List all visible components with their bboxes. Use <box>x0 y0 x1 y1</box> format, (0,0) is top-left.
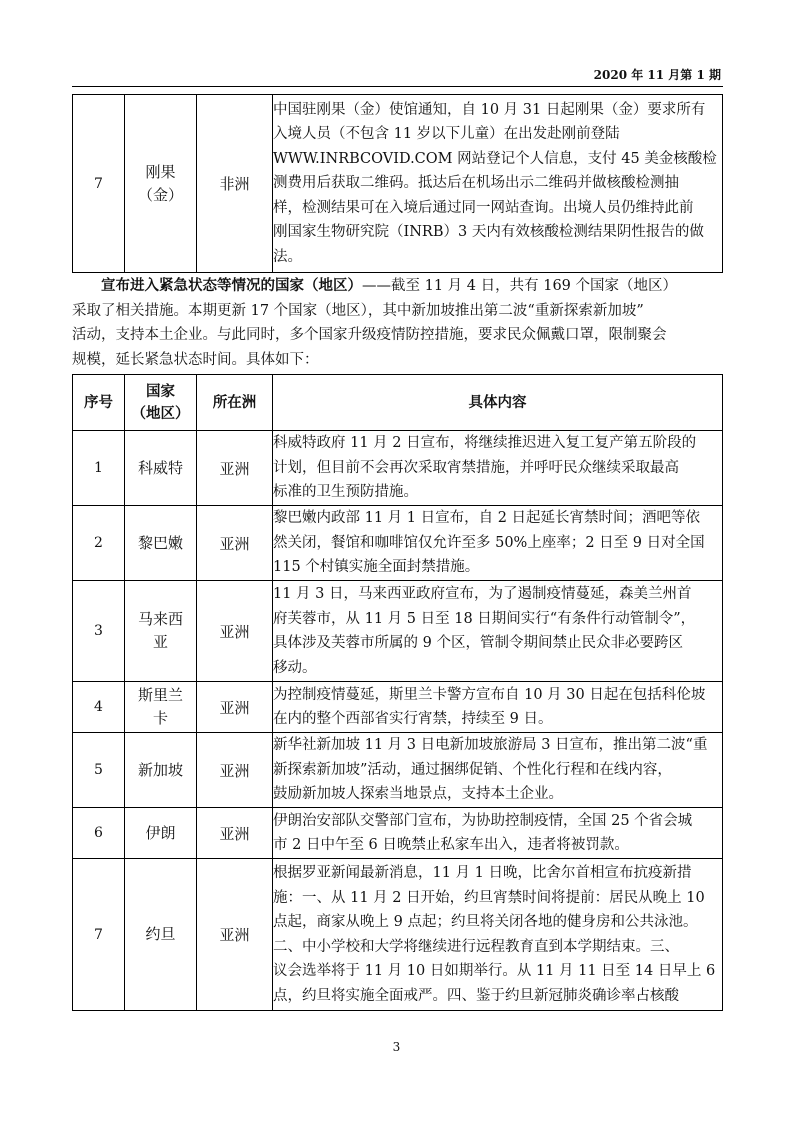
content-cell: 11 月 3 日，马来西亚政府宣布，为了遏制疫情蔓延，森美兰州首 府芙蓉市，从 11 月 5 日至 18 日期间实行“有条件行动管制令”， 具体涉及芙蓉市所属的 9 个区，管制令期间禁止民众非必要跨区 移动。 <box>273 581 723 682</box>
issue-header: 2020 年 11 月第 1 期 <box>593 68 721 82</box>
content-cell: 伊朗治安部队交警部门宣布，为协助控制疫情，全国 25 个省会城 市 2 日中午至 6 日晚禁止私家车出入，违者将被罚款。 <box>273 808 723 859</box>
measures-table <box>72 374 723 1011</box>
continent-cell: 亚洲 <box>197 682 273 733</box>
row-number: 4 <box>73 682 125 733</box>
row-number: 7 <box>73 95 125 273</box>
header-no: 序号 <box>73 375 125 431</box>
page-number: 3 <box>392 1040 401 1054</box>
row-number: 1 <box>73 431 125 506</box>
country-cell: 马来西 亚 <box>125 581 197 682</box>
table-row <box>73 859 723 1011</box>
content-cell: 黎巴嫩内政部 11 月 1 日宣布，自 2 日起延长宵禁时间；酒吧等依 然关闭，餐馆和咖啡馆仅允许至多 50%上座率；2 日至 9 日对全国 115 个村镇实施全面封禁措施。 <box>273 506 723 581</box>
table-row <box>73 506 723 581</box>
continent-cell: 亚洲 <box>197 431 273 506</box>
continuation-table <box>72 94 723 273</box>
country-cell: 约旦 <box>125 859 197 1011</box>
country-cell: 刚果 （金） <box>125 95 197 273</box>
country-cell: 黎巴嫩 <box>125 506 197 581</box>
content-cell: 根据罗亚新闻最新消息，11 月 1 日晚，比舍尔首相宣布抗疫新措 施：一、从 11 月 2 日开始，约旦宵禁时间将提前：居民从晚上 10 点起，商家从晚上 9 点起；约旦将关闭各地的健身房和公共泳池。 二、中小学校和大学将继续进行远程教育直到本学期结束。三、 议会选举将于 11 月 10 日如期举行。从 11 月 11 日至 14 日早上 6 点，约旦将实施全面戒严。四、鉴于约旦新冠肺炎确诊率占核酸 <box>273 859 723 1011</box>
continent-cell: 亚洲 <box>197 808 273 859</box>
content-cell: 科威特政府 11 月 2 日宣布，将继续推迟进入复工复产第五阶段的 计划，但目前不会再次采取宵禁措施，并呼吁民众继续采取最高 标准的卫生预防措施。 <box>273 431 723 506</box>
content-cell: 为控制疫情蔓延，斯里兰卡警方宣布自 10 月 30 日起在包括科伦坡 在内的整个西部省实行宵禁，持续至 9 日。 <box>273 682 723 733</box>
table-row <box>73 733 723 808</box>
country-cell: 新加坡 <box>125 733 197 808</box>
continent-cell: 非洲 <box>197 95 273 273</box>
table-header-row <box>73 375 723 431</box>
content-cell: 新华社新加坡 11 月 3 日电新加坡旅游局 3 日宣布，推出第二波“重 新探索新加坡”活动，通过捆绑促销、个性化行程和在线内容， 鼓励新加坡人探索当地景点，支持本土企业。 <box>273 733 723 808</box>
country-cell: 伊朗 <box>125 808 197 859</box>
header-rule <box>72 86 723 87</box>
continent-cell: 亚洲 <box>197 859 273 1011</box>
paragraph-line-2: 采取了相关措施。本期更新 17 个国家（地区），其中新加坡推出第二波“重新探索新加坡” <box>72 302 644 319</box>
continent-cell: 亚洲 <box>197 506 273 581</box>
row-number: 5 <box>73 733 125 808</box>
continent-cell: 亚洲 <box>197 581 273 682</box>
row-number: 7 <box>73 859 125 1011</box>
paragraph-line-4: 规模，延长紧急状态时间。具体如下： <box>72 351 319 368</box>
content-cell: 中国驻刚果（金）使馆通知，自 10 月 31 日起刚果（金）要求所有 入境人员（不包含 11 岁以下儿童）在出发赴刚前登陆 WWW.INRBCOVID.COM 网站登记个人信息，支付 45 美金核酸检 测费用后获取二维码。抵达后在机场出示二维码并做核酸检测抽 样，检测结果可在入境后通过同一网站查询。出境人员仍维持此前 刚国家生物研究院（INRB）3 天内有效核酸检测结果阴性报告的做 法。 <box>273 95 723 273</box>
table-row <box>73 682 723 733</box>
country-cell: 科威特 <box>125 431 197 506</box>
header-continent: 所在洲 <box>197 375 273 431</box>
intro-paragraph <box>72 274 723 372</box>
table-row <box>73 808 723 859</box>
header-content: 具体内容 <box>273 375 723 431</box>
row-number: 6 <box>73 808 125 859</box>
row-number: 3 <box>73 581 125 682</box>
table-row <box>73 431 723 506</box>
paragraph-lead: 宣布进入紧急状态等情况的国家（地区） <box>101 278 362 294</box>
row-number: 2 <box>73 506 125 581</box>
table-row <box>73 581 723 682</box>
continent-cell: 亚洲 <box>197 733 273 808</box>
country-cell: 斯里兰 卡 <box>125 682 197 733</box>
paragraph-line-3: 活动，支持本土企业。与此同时，多个国家升级疫情防控措施，要求民众佩戴口罩，限制聚会 <box>72 327 667 344</box>
paragraph-line-1: ——截至 11 月 4 日，共有 169 个国家（地区） <box>362 278 678 294</box>
table-row <box>73 95 723 273</box>
header-country: 国家 （地区） <box>125 375 197 431</box>
